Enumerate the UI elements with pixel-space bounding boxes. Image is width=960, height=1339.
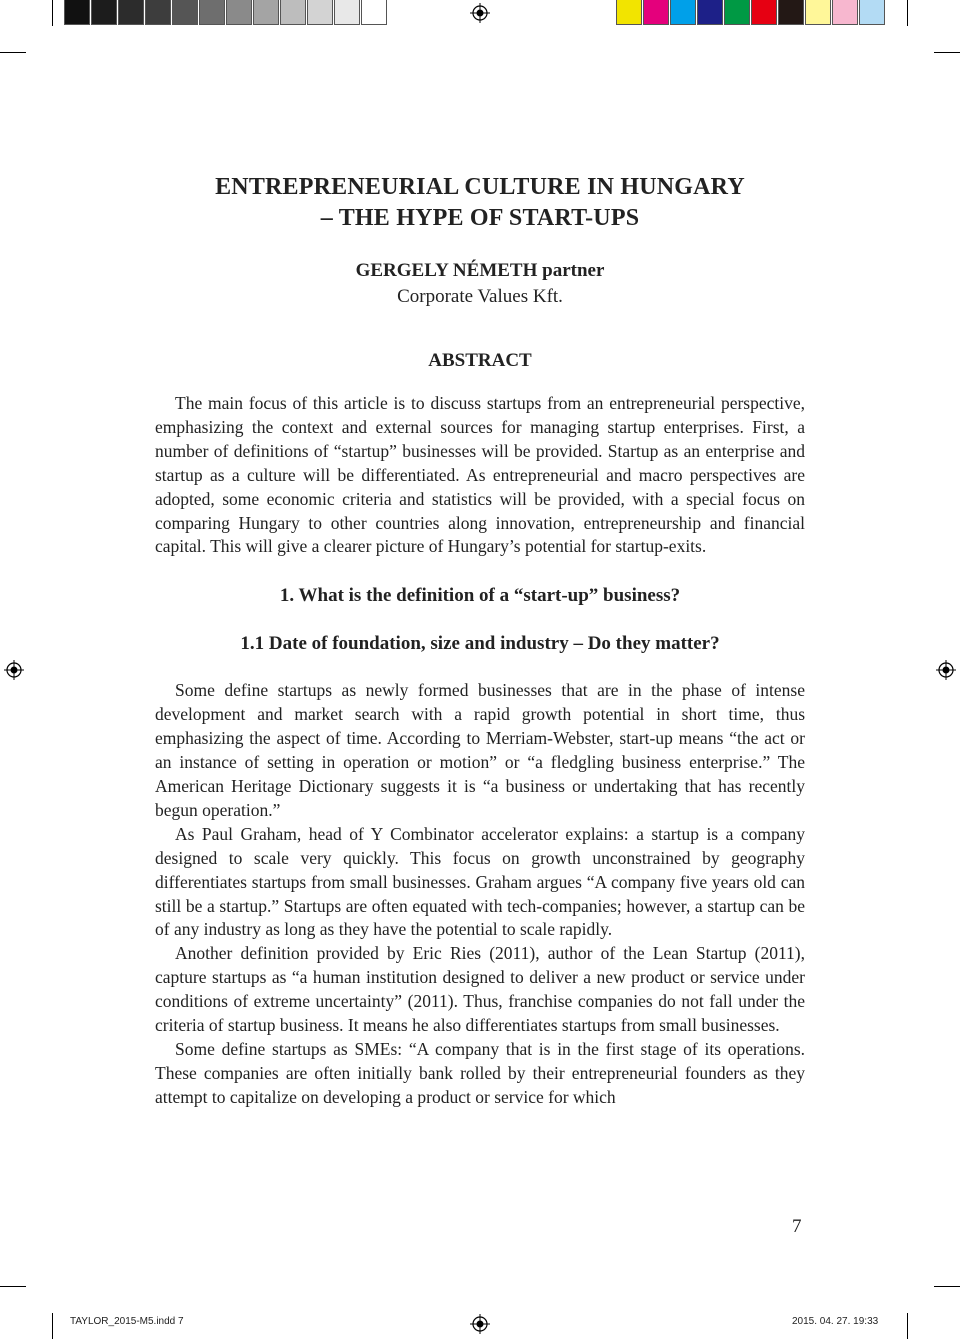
gray-swatch	[145, 0, 171, 25]
color-swatch	[778, 0, 804, 25]
body-paragraph: Another definition provided by Eric Ries (2011), author of the Lean Startup (2011), capture startups as “a human institution designed to deliver a new product or service under conditions of extreme uncertainty” (2011). Thus, franchise companies do not fall under the criteria of startup business. It means he also differentiates startups from small businesses.	[155, 943, 805, 1036]
section-1-1-heading: 1.1 Date of foundation, size and industry – Do they matter?	[240, 633, 720, 655]
gray-swatch	[64, 0, 90, 25]
gray-swatch	[199, 0, 225, 25]
color-swatch	[859, 0, 885, 25]
registration-mark-icon	[470, 1314, 490, 1334]
color-swatch	[670, 0, 696, 25]
gray-swatch	[361, 0, 387, 25]
title-line-2: – THE HYPE OF START-UPS	[320, 205, 640, 231]
crop-mark-bottom-left-v	[52, 1313, 53, 1339]
page-number: 7	[792, 1216, 802, 1237]
section-1-heading: 1. What is the definition of a “start-up” business?	[279, 585, 681, 607]
author-name: GERGELY NÉMETH partner	[355, 260, 605, 281]
body-paragraph: As Paul Graham, head of Y Combinator accelerator explains: a startup is a company designed to scale very quickly. This focus on growth unconstrained by geography differentiates startups from small businesses. Graham argues “A company five years old can still be a startup.” Startups are often equated with tech-companies; however, a startup can be of any industry as long as they have the potential to scale rapidly.	[155, 823, 805, 940]
color-swatch	[751, 0, 777, 25]
gray-swatch	[172, 0, 198, 25]
article-title	[155, 172, 805, 234]
title-line-1: ENTREPRENEURIAL CULTURE IN HUNGARY	[215, 174, 745, 200]
gray-swatch	[253, 0, 279, 25]
registration-mark-icon	[4, 660, 24, 680]
article	[155, 172, 805, 1110]
crop-mark-bottom-right-v	[907, 1313, 908, 1339]
crop-mark-bottom-right-h	[934, 1286, 960, 1287]
crop-mark-top-right-h	[934, 52, 960, 53]
grayscale-color-bar	[64, 0, 388, 28]
gray-swatch	[280, 0, 306, 25]
author-affiliation: Corporate Values Kft.	[397, 286, 563, 307]
gray-swatch	[334, 0, 360, 25]
gray-swatch	[226, 0, 252, 25]
gray-swatch	[91, 0, 117, 25]
body-paragraph: Some define startups as newly formed businesses that are in the phase of intense development and market search with a rapid growth potential in short time, thus emphasizing the aspect of time. According to Merriam-Webster, start-up means “the act or an instance of setting in operation or motion” or “a fledgling business enterprise.” The American Heritage Dictionary suggests it is “a business or undertaking that has recently begun operation.”	[155, 680, 805, 820]
abstract-text: The main focus of this article is to discuss startups from an entrepreneurial perspective, emphasizing the context and external sources for managing startup enterprises. First, a number of definitions of “startup” businesses will be provided. Startup as an enterprise and startup as a culture will be differentiated. As entrepreneurial and macro perspectives are adopted, some economic criteria and statistics will be provided, with a special focus on comparing Hungary to other countries along innovation, entrepreneurship and financial capital. This will give a clearer picture of Hungary’s potential for startup-exits.	[155, 393, 805, 557]
color-swatch	[643, 0, 669, 25]
slug-timestamp: 2015. 04. 27. 19:33	[792, 1316, 879, 1327]
color-swatch	[616, 0, 642, 25]
registration-mark-icon	[936, 660, 956, 680]
crop-mark-bottom-left-h	[0, 1286, 26, 1287]
color-swatch	[805, 0, 831, 25]
color-swatch	[697, 0, 723, 25]
crop-mark-top-left-v	[52, 0, 53, 26]
body-text	[155, 679, 805, 1109]
gray-swatch	[118, 0, 144, 25]
crop-mark-top-left-h	[0, 52, 26, 53]
registration-mark-icon	[470, 3, 490, 23]
color-swatch	[724, 0, 750, 25]
crop-mark-top-right-v	[907, 0, 908, 26]
process-color-bar	[616, 0, 886, 28]
color-swatch	[832, 0, 858, 25]
gray-swatch	[307, 0, 333, 25]
body-paragraph: Some define startups as SMEs: “A company that is in the first stage of its operations. These companies are often initially bank rolled by their entrepreneurial founders as they attempt to capitalize on developing a product or service for which	[155, 1038, 805, 1107]
slug-file-name: TAYLOR_2015-M5.indd 7	[70, 1316, 184, 1327]
abstract-heading: ABSTRACT	[428, 350, 532, 371]
